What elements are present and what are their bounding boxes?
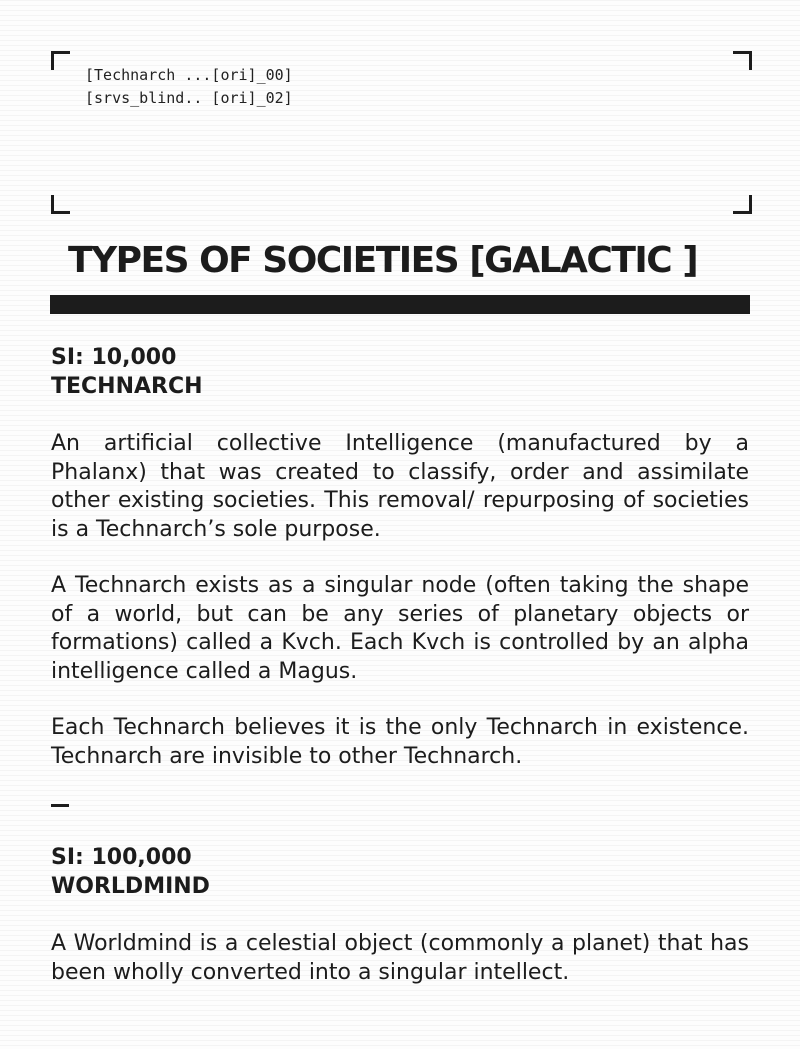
section-si-value: SI: 10,000 (51, 345, 177, 370)
paragraph: A Worldmind is a celestial object (commonly a planet) that has been wholly converted into a singular intellect. (51, 931, 749, 985)
paragraph: An artificial collective Intelligence (manufactured by a Phalanx) that was created to classify, order and assimilate other existing societies. This removal/ repurposing of societies is a Technarch’s sole purpose. (51, 431, 749, 542)
source-codes (85, 64, 293, 110)
section-divider (51, 804, 69, 807)
title-underline-bar (50, 295, 750, 314)
section-heading: WORLDMIND (51, 874, 210, 899)
section-si-value: SI: 100,000 (51, 845, 192, 870)
section-worldmind (51, 843, 749, 987)
frame-corner-bottom-left (51, 195, 70, 214)
source-code-line: [srvs_blind.. [ori]_02] (85, 89, 293, 107)
frame-corner-bottom-right (733, 195, 752, 214)
page-title: TYPES OF SOCIETIES [GALACTIC ] (68, 240, 698, 281)
paragraph: A Technarch exists as a singular node (often taking the shape of a world, but can be any series of planetary objects or formations) called a Kvch. Each Kvch is controlled by an alpha intelligence called a Magus. (51, 573, 749, 684)
document-body (51, 343, 749, 987)
section-technarch (51, 343, 749, 771)
frame-corner-top-right (733, 51, 752, 70)
source-code-line: [Technarch ...[ori]_00] (85, 66, 293, 84)
frame-corner-top-left (51, 51, 70, 70)
section-heading: TECHNARCH (51, 374, 203, 399)
paragraph: Each Technarch believes it is the only Technarch in existence. Technarch are invisible to other Technarch. (51, 715, 749, 769)
